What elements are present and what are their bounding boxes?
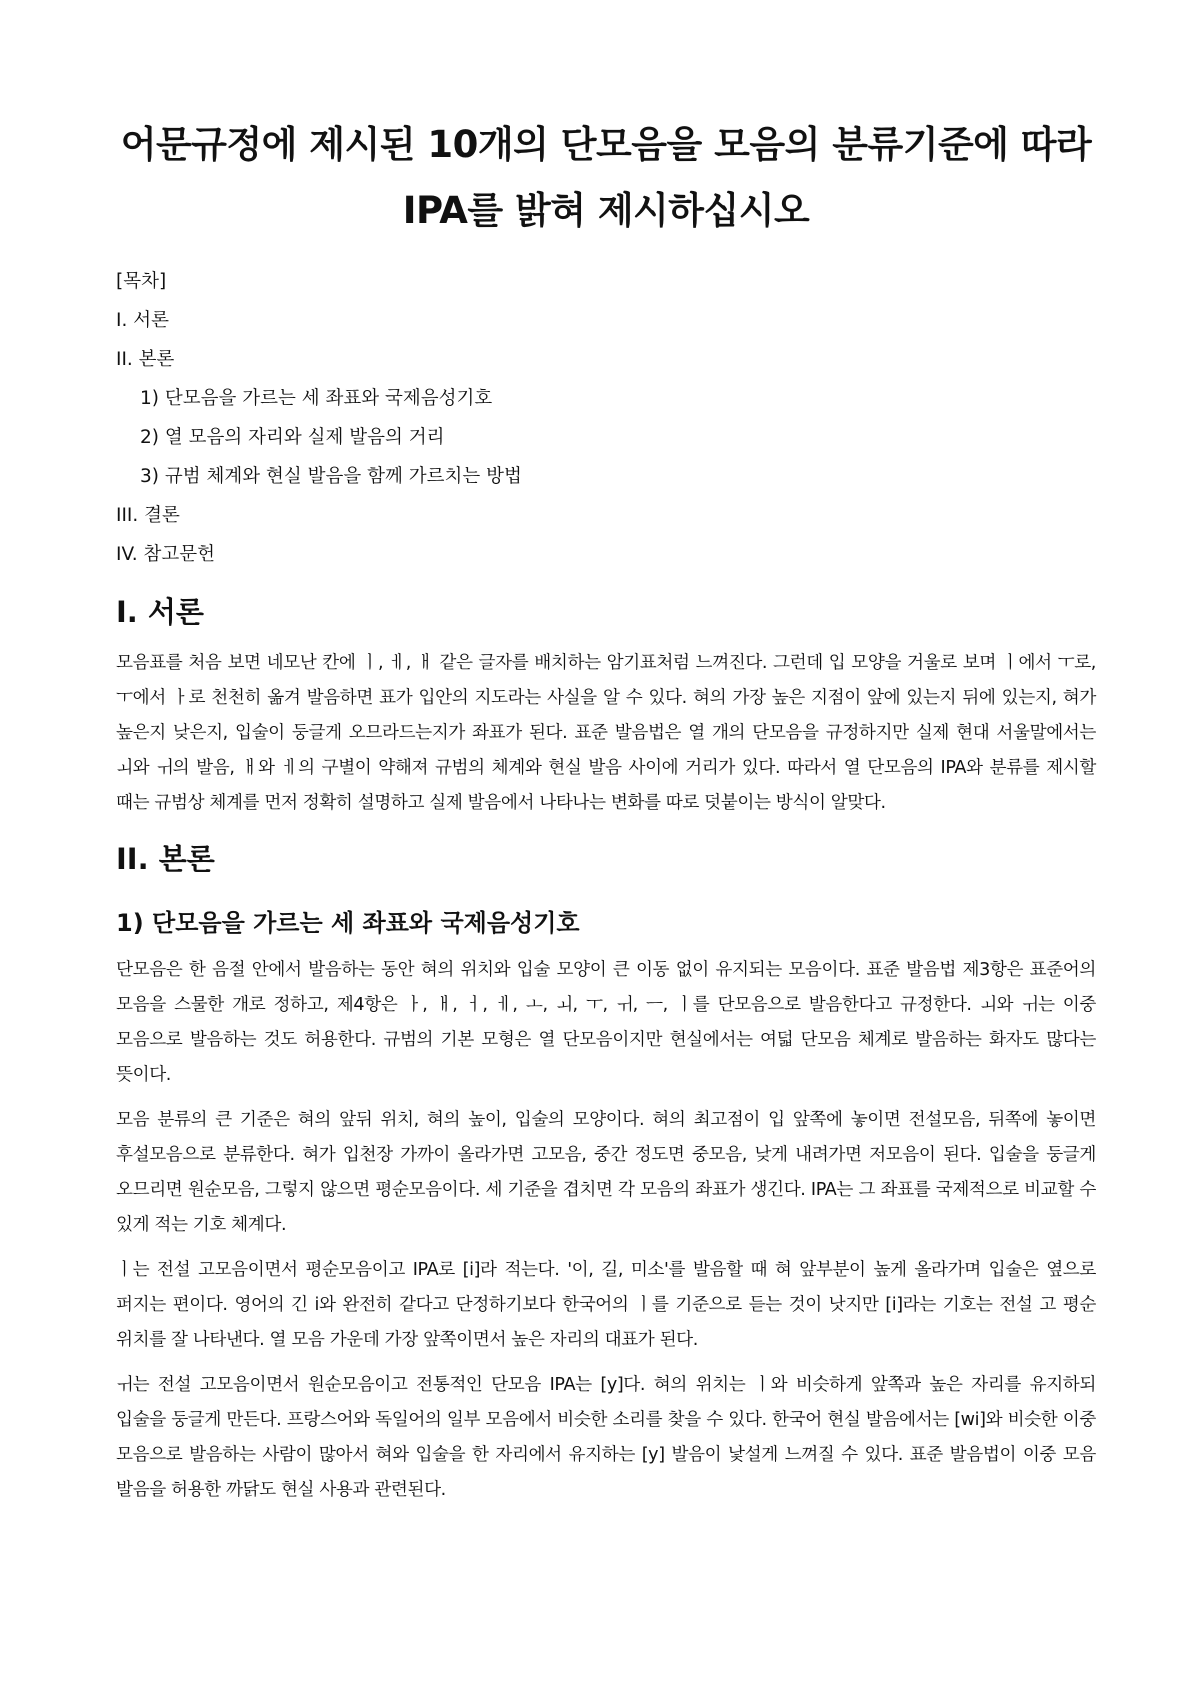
document-title-line-1: 어문규정에 제시된 10개의 단모음을 모음의 분류기준에 따라: [120, 123, 1092, 166]
toc-item: II. 본론: [116, 349, 175, 370]
toc-item: IV. 참고문헌: [116, 544, 215, 565]
table-of-contents: [116, 262, 1096, 574]
subsection-heading-1: 1) 단모음을 가르는 세 좌표와 국제음성기호: [116, 909, 580, 937]
section-heading-intro: I. 서론: [116, 595, 204, 629]
document-title: [116, 112, 1096, 244]
intro-paragraph: 모음표를 처음 보면 네모난 칸에 ㅣ, ㅔ, ㅐ 같은 글자를 배치하는 암기표처럼 느껴진다. 그런데 입 모양을 거울로 보며 ㅣ에서 ㅜ로, ㅜ에서 ㅏ로 천천히 옮겨 발음하면 표가 입안의 지도라는 사실을 알 수 있다. 혀의 가장 높은 지점이 앞에 있는지 뒤에 있는지, 혀가 높은지 낮은지, 입술이 둥글게 오므라드는지가 좌표가 된다. 표준 발음법은 열 개의 단모음을 규정하지만 실제 현대 서울말에서는 ㅚ와 ㅟ의 발음, ㅐ와 ㅔ의 구별이 약해져 규범의 체계와 현실 발음 사이에 거리가 있다. 따라서 열 단모음의 IPA와 분류를 제시할 때는 규범상 체계를 먼저 정확히 설명하고 실제 발음에서 나타나는 변화를 따로 덧붙이는 방식이 알맞다.: [116, 653, 1096, 813]
body-paragraph: ㅣ는 전설 고모음이면서 평순모음이고 IPA로 [i]라 적는다. '이, 길, 미소'를 발음할 때 혀 앞부분이 높게 올라가며 입술은 옆으로 퍼지는 편이다. 영어의 긴 i와 완전히 같다고 단정하기보다 한국어의 ㅣ를 기준으로 듣는 것이 낫지만 [i]라는 기호는 전설 고 평순 위치를 잘 나타낸다. 열 모음 가운데 가장 앞쪽이면서 높은 자리의 대표가 된다.: [116, 1260, 1096, 1350]
toc-subitem: 3) 규범 체계와 현실 발음을 함께 가르치는 방법: [140, 466, 522, 487]
toc-heading: [목차]: [116, 271, 167, 292]
body-paragraph: 단모음은 한 음절 안에서 발음하는 동안 혀의 위치와 입술 모양이 큰 이동 없이 유지되는 모음이다. 표준 발음법 제3항은 표준어의 모음을 스물한 개로 정하고, 제4항은 ㅏ, ㅐ, ㅓ, ㅔ, ㅗ, ㅚ, ㅜ, ㅟ, ㅡ, ㅣ를 단모음으로 발음한다고 규정한다. ㅚ와 ㅟ는 이중 모음으로 발음하는 것도 허용한다. 규범의 기본 모형은 열 단모음이지만 현실에서는 여덟 단모음 체계로 발음하는 화자도 많다는 뜻이다.: [116, 960, 1096, 1085]
body-paragraph: 모음 분류의 큰 기준은 혀의 앞뒤 위치, 혀의 높이, 입술의 모양이다. 혀의 최고점이 입 앞쪽에 놓이면 전설모음, 뒤쪽에 놓이면 후설모음으로 분류한다. 혀가 입천장 가까이 올라가면 고모음, 중간 정도면 중모음, 낮게 내려가면 저모음이 된다. 입술을 둥글게 오므리면 원순모음, 그렇지 않으면 평순모음이다. 세 기준을 겹치면 각 모음의 좌표가 생긴다. IPA는 그 좌표를 국제적으로 비교할 수 있게 적는 기호 체계다.: [116, 1110, 1096, 1235]
toc-item: I. 서론: [116, 310, 169, 331]
toc-item: III. 결론: [116, 505, 180, 526]
section-heading-body: II. 본론: [116, 842, 215, 876]
toc-subitem: 2) 열 모음의 자리와 실제 발음의 거리: [140, 427, 445, 448]
toc-subitem: 1) 단모음을 가르는 세 좌표와 국제음성기호: [140, 388, 493, 409]
document-title-line-2: IPA를 밝혀 제시하십시오: [402, 189, 810, 232]
body-paragraph: ㅟ는 전설 고모음이면서 원순모음이고 전통적인 단모음 IPA는 [y]다. 혀의 위치는 ㅣ와 비슷하게 앞쪽과 높은 자리를 유지하되 입술을 둥글게 만든다. 프랑스어와 독일어의 일부 모음에서 비슷한 소리를 찾을 수 있다. 한국어 현실 발음에서는 [wi]와 비슷한 이중 모음으로 발음하는 사람이 많아서 혀와 입술을 한 자리에서 유지하는 [y] 발음이 낯설게 느껴질 수 있다. 표준 발음법이 이중 모음 발음을 허용한 까닭도 현실 사용과 관련된다.: [116, 1375, 1096, 1500]
